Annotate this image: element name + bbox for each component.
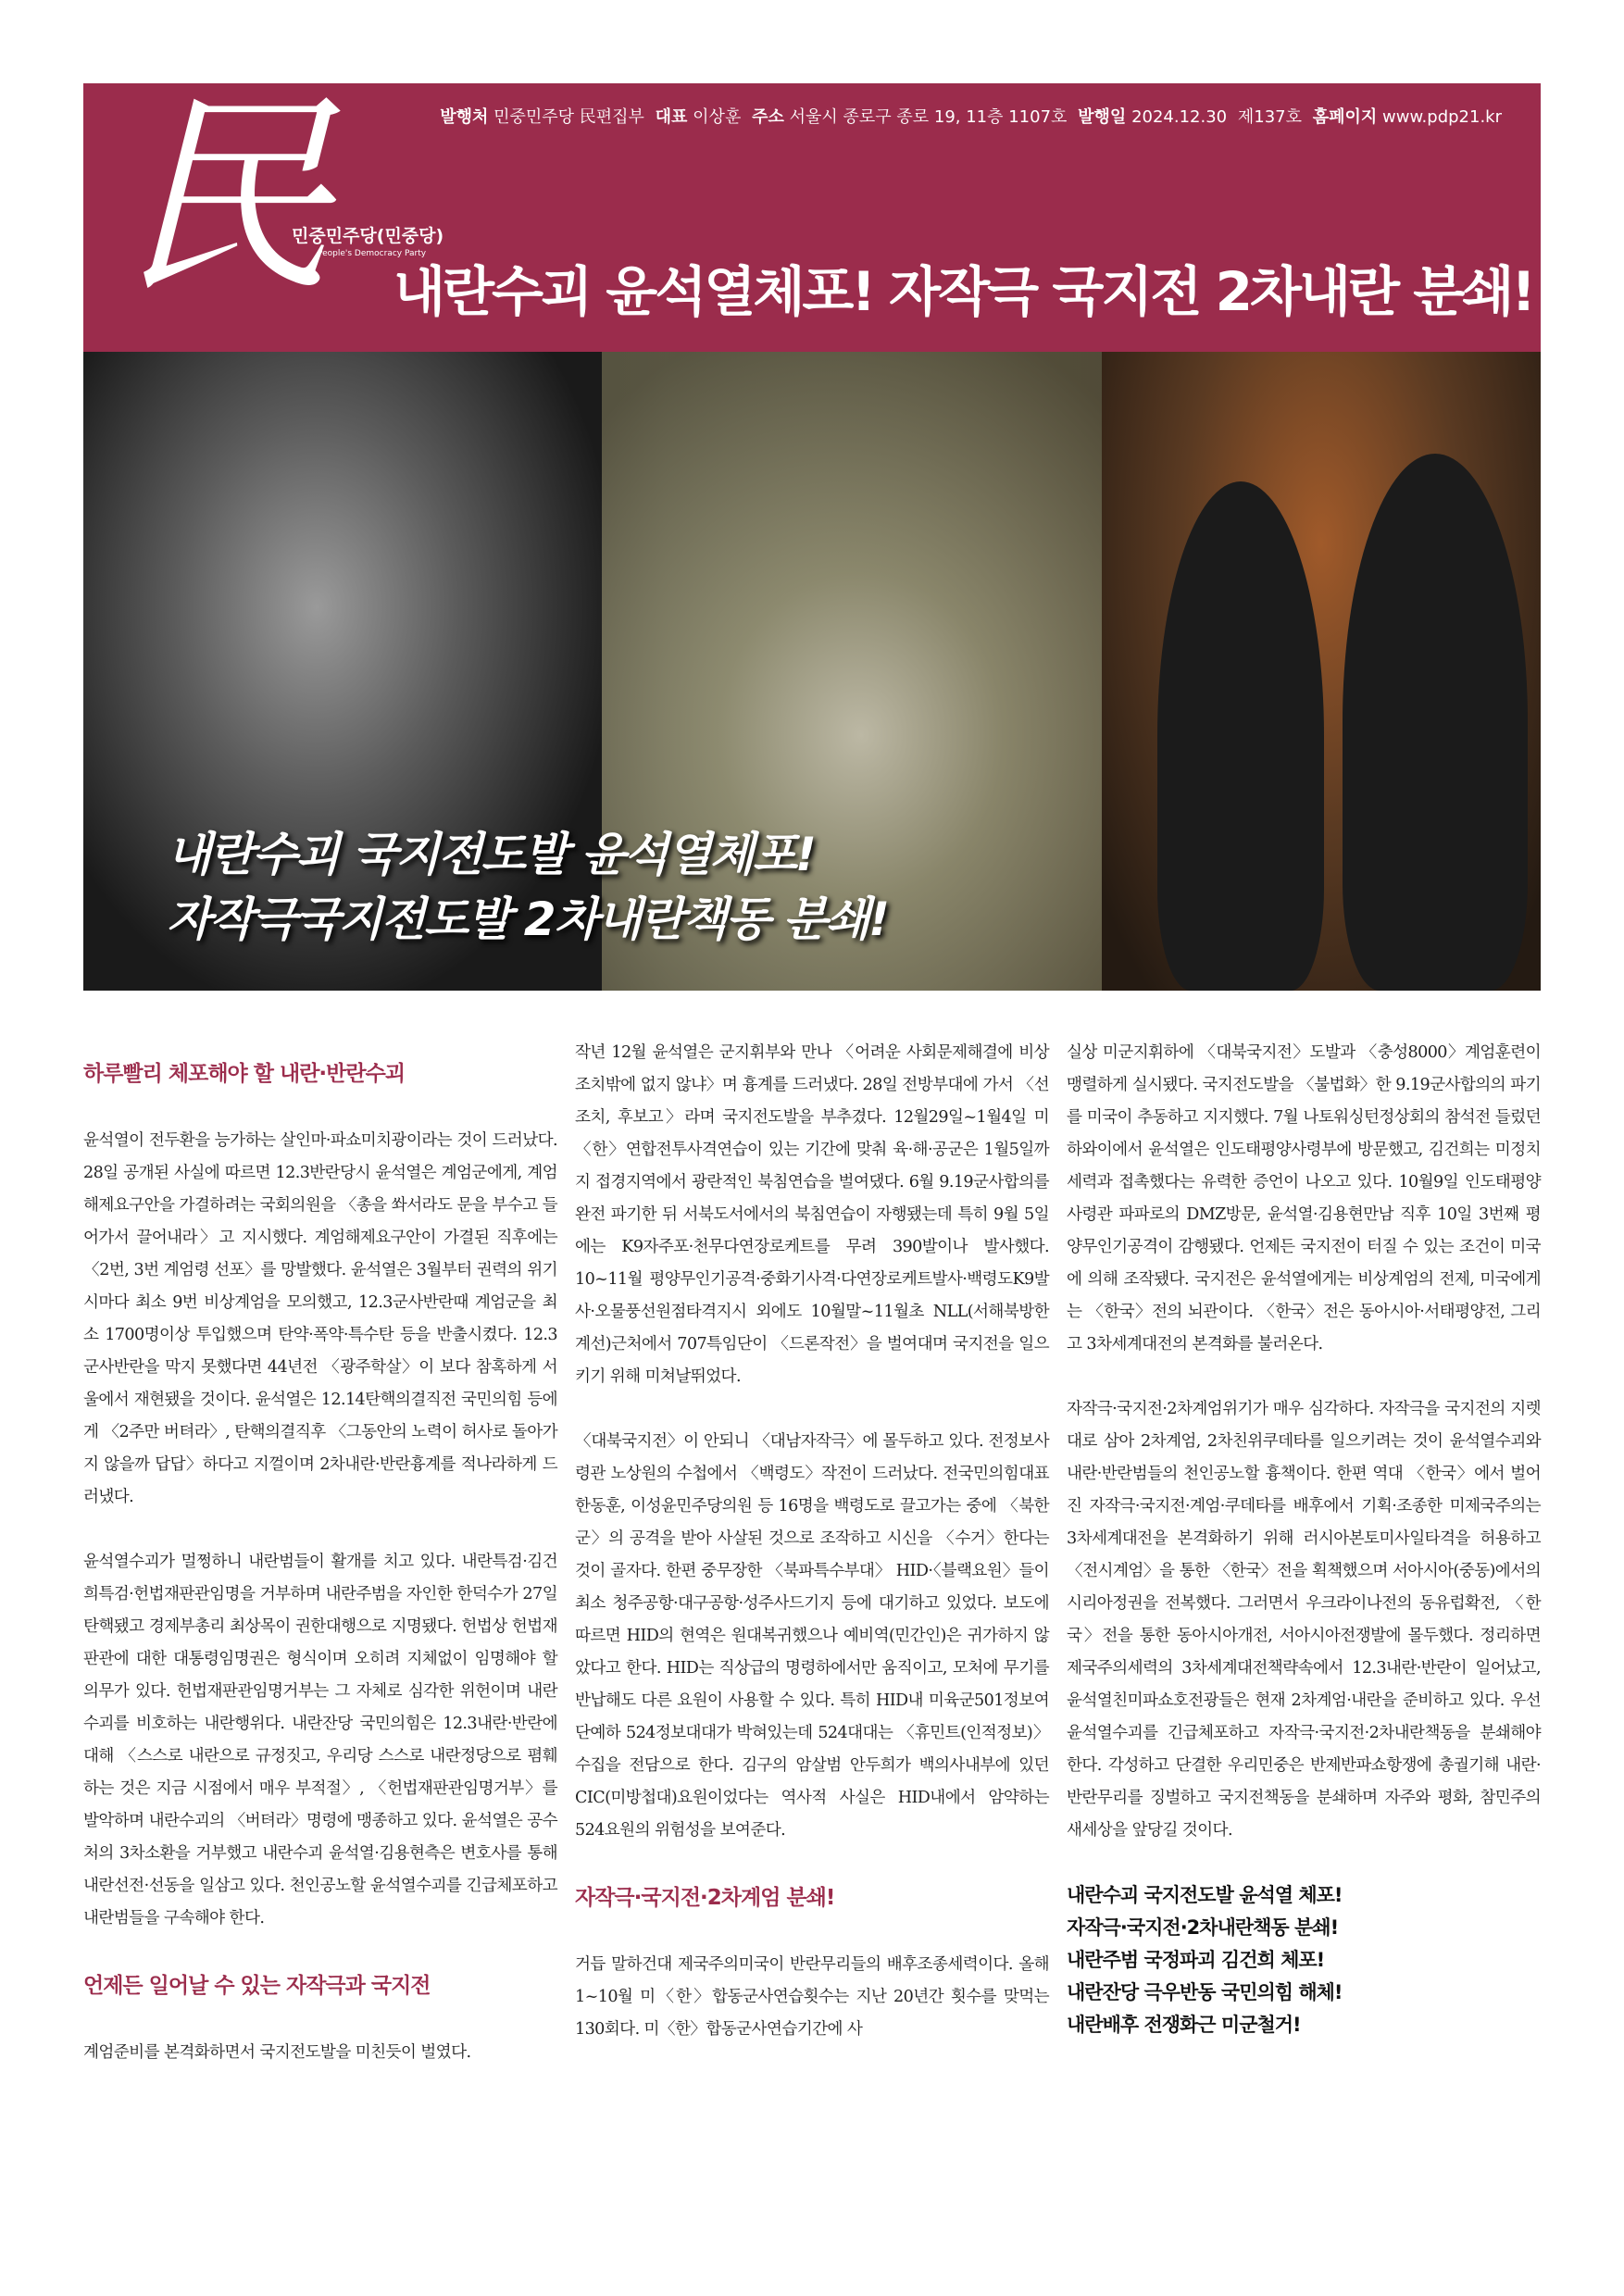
column-1 xyxy=(83,1055,557,2102)
publication-info xyxy=(440,104,1507,128)
paragraph: 실상 미군지휘하에 〈대북국지전〉도발과 〈충성8000〉계엄훈련이 맹렬하게 실시됐다. 국지전도발을 〈불법화〉한 9.19군사합의의 파기를 미국이 추동하고 지지했다. 7월 나토워싱턴정상회의 참석전 들렀던 하와이에서 윤석열은 인도태평양사령부에 방문했고, 김건희는 미정치세력과 접촉했다는 유력한 증언이 나오고 있다. 10월9일 인도태평양사령관 파파로의 DMZ방문, 윤석열·김용현만남 직후 10일 3번째 평양무인기공격이 감행됐다. 언제든 국지전이 터질 수 있는 조건이 미국에 의해 조작됐다. 국지전은 윤석열에게는 비상계엄의 전제, 미국에게는 〈한국〉전의 뇌관이다. 〈한국〉전은 동아시아·서태평양전, 그리고 3차세계대전의 본격화를 불러온다. xyxy=(1067,1043,1541,1354)
slogan: 내란배후 전쟁화근 미군철거! xyxy=(1067,2014,1301,2036)
section-heading: 언제든 일어날 수 있는 자작극과 국지전 xyxy=(83,1974,431,1998)
date-label: 발행일 xyxy=(1078,107,1127,127)
photo-caption-line1: 내란수괴 국지전도발 윤석열체포! xyxy=(167,828,815,881)
slogan: 자작극·국지전·2차내란책동 분쇄! xyxy=(1067,1916,1339,1939)
cover-photo xyxy=(83,352,1541,991)
publisher: 민중민주당 民편집부 xyxy=(493,107,644,127)
paragraph: 계엄준비를 본격화하면서 국지전도발을 미친듯이 벌였다. xyxy=(83,2043,471,2062)
main-headline: 내란수괴 윤석열체포! 자작극 국지전 2차내란 분쇄! xyxy=(394,260,1533,323)
slogan: 내란수괴 국지전도발 윤석열 체포! xyxy=(1067,1884,1343,1906)
slogan: 내란주범 국정파괴 김건희 체포! xyxy=(1067,1949,1325,1971)
paragraph: 자작극·국지전·2차계엄위기가 매우 심각하다. 자작극을 국지전의 지렛대로 삼아 2차계엄, 2차친위쿠데타를 일으키려는 것이 윤석열수괴와 내란·반란범들의 천인공노할 흉책이다. 한편 역대 〈한국〉에서 벌어진 자작극·국지전·계엄·쿠데타를 배후에서 기획·조종한 미제국주의는 3차세계대전을 본격화하기 위해 러시아본토미사일타격을 허용하고 〈전시계엄〉을 통한 〈한국〉전을 획책했으며 서아시아(중동)에서의 시리아정권을 전복했다. 그러면서 우크라이나전의 동유럽확전, 〈한국〉전을 통한 동아시아개전, 서아시아전쟁발에 몰두했다. 정리하면 제국주의세력의 3차세계대전책략속에서 12.3내란·반란이 일어났고, 윤석열친미파쇼호전광들은 현재 2차계엄·내란을 준비하고 있다. 우선 윤석열수괴를 긴급체포하고 자작극·국지전·2차내란책동을 분쇄해야 한다. 각성하고 단결한 우리민중은 반제반파쇼항쟁에 총궐기해 내란·반란무리를 징벌하고 국지전책동을 분쇄하며 자주와 평화, 참민주의 새세상을 앞당길 것이다. xyxy=(1067,1400,1541,1840)
soldier-silhouette-left xyxy=(1157,481,1324,991)
paragraph: 윤석열이 전두환을 능가하는 살인마·파쇼미치광이라는 것이 드러났다. 28일 공개된 사실에 따르면 12.3반란당시 윤석열은 계엄군에게, 계엄해제요구안을 가결하려는 국회의원을 〈총을 쏴서라도 문을 부수고 들어가서 끌어내라〉고 지시했다. 계엄해제요구안이 가결된 직후에는 〈2번, 3번 계엄령 선포〉를 망발했다. 윤석열은 3월부터 권력의 위기시마다 최소 9번 비상계엄을 모의했고, 12.3군사반란때 계엄군을 최소 1700명이상 투입했으며 탄약·폭약·특수탄 등을 반출시켰다. 12.3군사반란을 막지 못했다면 44년전 〈광주학살〉이 보다 참혹하게 서울에서 재현됐을 것이다. 윤석열은 12.14탄핵의결직전 국민의힘 등에게 〈2주만 버텨라〉, 탄핵의결직후 〈그동안의 노력이 허사로 돌아가지 않을까 답답〉하다고 지껄이며 2차내란·반란흉계를 적나라하게 드러냈다. xyxy=(83,1131,557,1506)
photo-caption xyxy=(167,822,888,952)
slogan-list xyxy=(1067,1879,1541,2041)
section-heading: 하루빨리 체포해야 할 내란·반란수괴 xyxy=(83,1062,406,1086)
masthead xyxy=(83,75,1541,352)
rep-label: 대표 xyxy=(655,107,688,127)
representative: 이상훈 xyxy=(693,107,742,127)
party-logo: 民 xyxy=(120,75,333,322)
column-3 xyxy=(1067,1037,1541,2041)
issue-date: 2024.12.30 xyxy=(1131,107,1228,127)
party-name-english: People's Democracy Party xyxy=(318,249,427,258)
soldier-silhouette-right xyxy=(1343,454,1528,991)
homepage-label: 홈페이지 xyxy=(1312,107,1378,127)
paragraph: 거듭 말하건대 제국주의미국이 반란무리들의 배후조종세력이다. 올해 1~10월 미〈한〉합동군사연습횟수는 지난 20년간 횟수를 맞먹는 130회다. 미〈한〉합동군사연습기간에 사 xyxy=(575,1955,1049,2039)
homepage-url[interactable]: www.pdp21.kr xyxy=(1382,107,1502,127)
party-name-korean: 민중민주당(민중당) xyxy=(292,226,444,246)
photo-caption-line2: 자작극국지전도발 2차내란책동 분쇄! xyxy=(167,892,888,946)
publisher-label: 발행처 xyxy=(440,107,489,127)
paragraph: 〈대북국지전〉이 안되니 〈대남자작극〉에 몰두하고 있다. 전정보사령관 노상원의 수첩에서 〈백령도〉작전이 드러났다. 전국민의힘대표 한동훈, 이성윤민주당의원 등 16명을 백령도로 끌고가는 중에 〈북한군〉의 공격을 받아 사살된 것으로 조작하고 시신을 〈수거〉한다는 것이 골자다. 한편 중무장한 〈북파특수부대〉 HID·〈블랙요원〉들이 최소 청주공항·대구공항·성주사드기지 등에 대기하고 있었다. 보도에 따르면 HID의 현역은 원대복귀했으나 예비역(민간인)은 귀가하지 않았다고 한다. HID는 직상급의 명령하에서만 움직이고, 모처에 무기를 반납해도 다른 요원이 사용할 수 있다. 특히 HID내 미육군501정보여단예하 524정보대대가 박혀있는데 524대대는 〈휴민트(인적정보)〉수집을 전담으로 한다. 김구의 암살범 안두희가 백의사내부에 있던 CIC(미방첩대)요원이었다는 역사적 사실은 HID내에서 암약하는 524요원의 위험성을 보여준다. xyxy=(575,1432,1049,1840)
section-heading: 자작극·국지전·2차계엄 분쇄! xyxy=(575,1886,835,1910)
slogan: 내란잔당 극우반동 국민의힘 해체! xyxy=(1067,1981,1343,2003)
column-2 xyxy=(575,1037,1049,2078)
address: 서울시 종로구 종로 19, 11층 1107호 xyxy=(789,107,1068,127)
paragraph: 작년 12월 윤석열은 군지휘부와 만나 〈어려운 사회문제해결에 비상조치밖에 없지 않냐〉며 흉계를 드러냈다. 28일 전방부대에 가서 〈선조치, 후보고〉라며 국지전도발을 부추겼다. 12월29일~1월4일 미〈한〉연합전투사격연습이 있는 기간에 맞춰 육·해·공군은 1월5일까지 접경지역에서 광란적인 북침연습을 벌여댔다. 6월 9.19군사합의를 완전 파기한 뒤 서북도서에서의 북침연습이 자행됐는데 특히 9월 5일에는 K9자주포·천무다연장로케트를 무려 390발이나 발사했다. 10~11월 평양무인기공격·중화기사격·다연장로케트발사·백령도K9발사·오물풍선원점타격지시 외에도 10월말~11월초 NLL(서해북방한계선)근처에서 707특임단이 〈드론작전〉을 벌여대며 국지전을 일으키기 위해 미쳐날뛰었다. xyxy=(575,1043,1050,1386)
issue-number: 제137호 xyxy=(1237,107,1302,127)
address-label: 주소 xyxy=(752,107,784,127)
paragraph: 윤석열수괴가 멀쩡하니 내란범들이 활개를 치고 있다. 내란특검·김건희특검·헌법재판관임명을 거부하며 내란주범을 자인한 한덕수가 27일 탄핵됐고 경제부총리 최상목이 권한대행으로 지명됐다. 헌법상 헌법재판관에 대한 대통령임명권은 형식이며 오히려 지체없이 임명해야 할 의무가 있다. 헌법재판관임명거부는 그 자체로 심각한 위헌이며 내란수괴를 비호하는 내란행위다. 내란잔당 국민의힘은 12.3내란·반란에 대해 〈스스로 내란으로 규정짓고, 우리당 스스로 내란정당으로 폄훼하는 것은 지금 시점에서 매우 부적절〉, 〈헌법재판관임명거부〉를 발악하며 내란수괴의 〈버텨라〉명령에 맹종하고 있다. 윤석열은 공수처의 3차소환을 거부했고 내란수괴 윤석열·김용현측은 변호사를 통해 내란선전·선동을 일삼고 있다. 천인공노할 윤석열수괴를 긴급체포하고 내란범들을 구속해야 한다. xyxy=(83,1553,557,1928)
